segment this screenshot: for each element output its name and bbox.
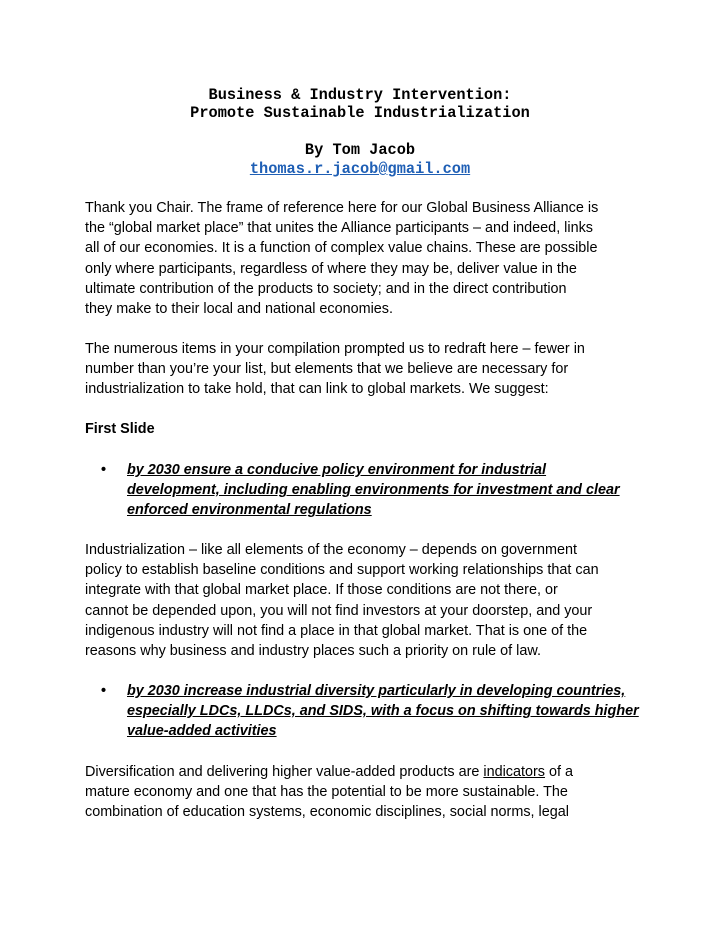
paragraph-text: of a mature economy and one that has the potential to be more sustainable. The combination of education systems, economic disciplines, social norms, legal bbox=[85, 764, 573, 821]
paragraph-intro: Thank you Chair. The frame of reference here for our Global Business Alliance is the “global market place” that unites the Alliance participants – and indeed, links all of our economies. It is a function of complex value chains. These are possible only where participants, regardless of where they may be, deliver value in the ultimate contribution of the products to society; and in the direct contribution they make to their local and national economies. bbox=[85, 200, 599, 318]
email-link[interactable]: thomas.r.jacob@gmail.com bbox=[249, 160, 471, 178]
paragraph-compilation: The numerous items in your compilation prompted us to redraft here – fewer in number than you’re your list, but elements that we believe are necessary for industrialization to take hold, that can link to global markets. We suggest: bbox=[85, 341, 585, 398]
paragraph-diversification bbox=[85, 762, 645, 823]
section-heading: First Slide bbox=[85, 421, 155, 437]
author-byline: By Tom Jacob bbox=[304, 141, 416, 159]
paragraph-text: Diversification and delivering higher value-added products are bbox=[85, 764, 484, 780]
bullet-text: by 2030 increase industrial diversity particularly in developing countries, especially LDCs, LLDCs, and SIDS, with a focus on shifting towards higher value-added activities bbox=[127, 683, 639, 740]
bullet-icon: • bbox=[101, 462, 107, 478]
title-line-2: Promote Sustainable Industrialization bbox=[190, 104, 530, 122]
indicators-underlined: indicators bbox=[483, 764, 545, 780]
paragraph-industrialization: Industrialization – like all elements of the economy – depends on government policy to establish baseline conditions and support working relationships that can integrate with that global market place. If those conditions are not there, or cannot be depended upon, you will not find investors at your doorstep, and your indigenous industry will not find a place in that global market. That is one of the reasons why business and industry places such a priority on rule of law. bbox=[85, 542, 599, 660]
bullet-icon: • bbox=[101, 683, 107, 699]
bullet-text: by 2030 ensure a conducive policy environment for industrial development, including enabling environments for investment and clear enforced environmental regulations bbox=[127, 462, 620, 519]
title-line-1: Business & Industry Intervention: bbox=[208, 86, 512, 104]
author-email bbox=[0, 160, 720, 178]
